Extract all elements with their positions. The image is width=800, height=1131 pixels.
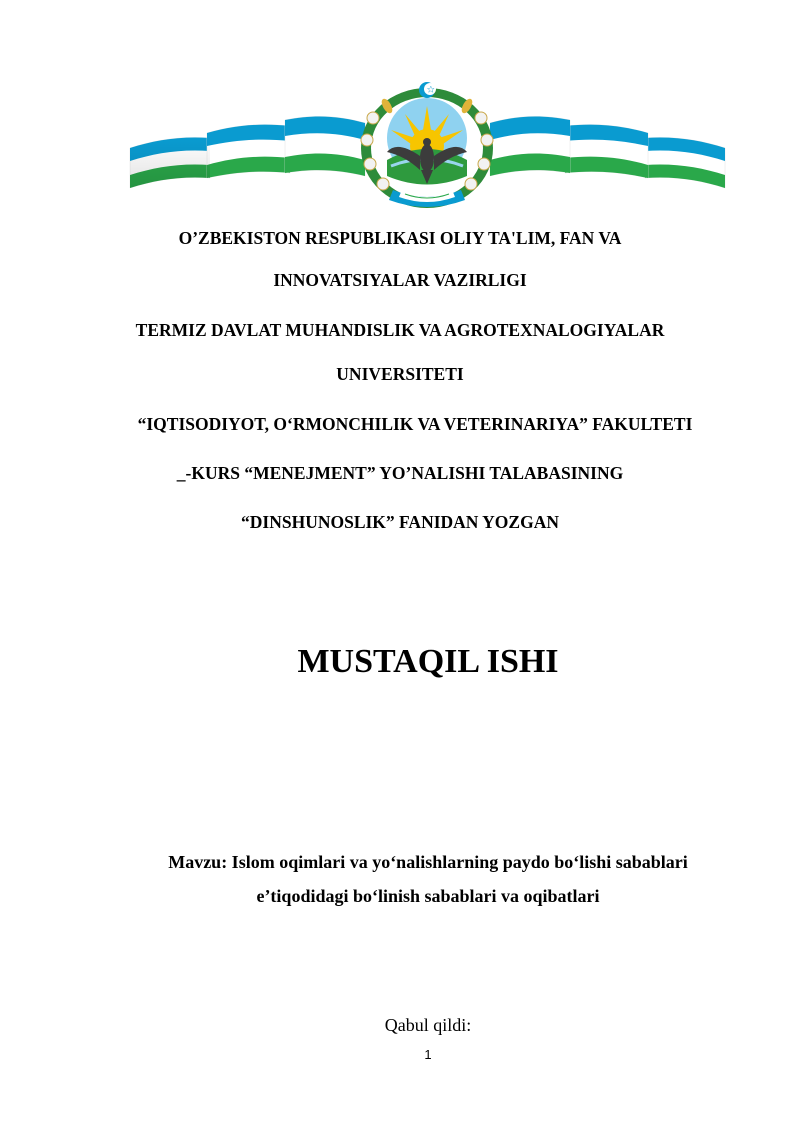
ministry-name-line2: INNOVATSIYALAR VAZIRLIGI [273, 270, 527, 290]
document-title: MUSTAQIL ISHI [297, 643, 559, 680]
left-flag-banner [130, 116, 365, 188]
university-name-line1: TERMIZ DAVLAT MUHANDISLIK VA AGROTEXNALOGIYALAR [135, 320, 665, 340]
course-line: _-KURS “MENEJMENT” YO’NALISHI TALABASINING [176, 463, 624, 483]
right-flag-banner [490, 116, 725, 188]
accepted-by-label: Qabul qildi: [384, 1015, 472, 1035]
state-emblem [361, 82, 493, 208]
topic-line1: Mavzu: Islom oqimlari va yo‘nalishlarning paydo bo‘lishi sabablari [168, 852, 688, 872]
faculty-name: “IQTISODIYOT, O‘RMONCHILIK VA VETERINARIYA” FAKULTETI [137, 414, 693, 434]
page-number: 1 [424, 1047, 432, 1062]
topic-line2: e’tiqodidagi bo‘linish sabablari va oqibatlari [256, 886, 600, 906]
subject-line: “DINSHUNOSLIK” FANIDAN YOZGAN [241, 512, 559, 532]
state-emblem-banner [125, 78, 730, 213]
ministry-name-line1: O’ZBEKISTON RESPUBLIKASI OLIY TA'LIM, FAN VA [178, 228, 622, 248]
university-name-line2: UNIVERSITETI [336, 364, 464, 384]
